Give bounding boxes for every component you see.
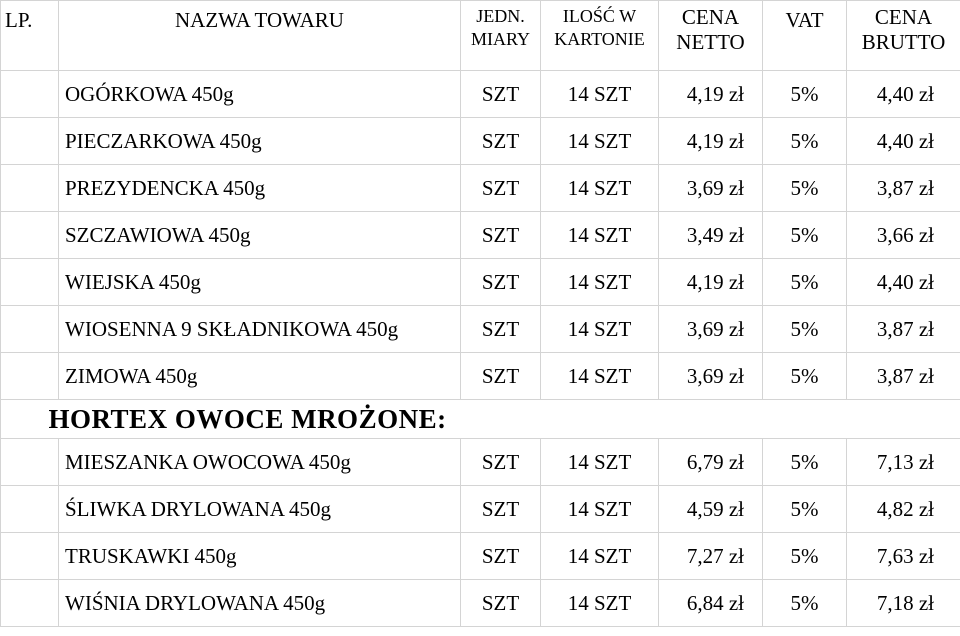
row-lp xyxy=(1,439,59,486)
net-price-cell: 3,49 zł xyxy=(659,212,763,259)
gross-price-cell: 3,66 zł xyxy=(847,212,960,259)
header-unit-line1: JEDN. xyxy=(476,6,525,26)
header-qty xyxy=(541,1,659,71)
net-price-cell: 3,69 zł xyxy=(659,165,763,212)
gross-price-cell: 4,40 zł xyxy=(847,259,960,306)
table-row xyxy=(1,580,960,627)
product-name: WIOSENNA 9 SKŁADNIKOWA 450g xyxy=(59,306,461,353)
qty-cell: 14 SZT xyxy=(541,580,659,627)
vat-cell: 5% xyxy=(763,306,847,353)
header-unit-line2: MIARY xyxy=(470,29,530,49)
qty-cell: 14 SZT xyxy=(541,118,659,165)
table-row xyxy=(1,439,960,486)
table-row xyxy=(1,212,960,259)
product-name: PIECZARKOWA 450g xyxy=(59,118,461,165)
vat-cell: 5% xyxy=(763,165,847,212)
header-net-line2: NETTO xyxy=(676,30,745,54)
header-row xyxy=(1,1,960,71)
vat-cell: 5% xyxy=(763,580,847,627)
gross-price-cell: 4,40 zł xyxy=(847,118,960,165)
net-price-cell: 4,19 zł xyxy=(659,118,763,165)
unit-cell: SZT xyxy=(461,486,541,533)
gross-price-cell: 3,87 zł xyxy=(847,353,960,400)
net-price-cell: 3,69 zł xyxy=(659,306,763,353)
qty-cell: 14 SZT xyxy=(541,71,659,118)
gross-price-cell: 7,63 zł xyxy=(847,533,960,580)
unit-cell: SZT xyxy=(461,306,541,353)
product-name: ŚLIWKA DRYLOWANA 450g xyxy=(59,486,461,533)
header-lp: LP. xyxy=(1,1,59,71)
vat-cell: 5% xyxy=(763,533,847,580)
table-row xyxy=(1,71,960,118)
row-lp xyxy=(1,165,59,212)
vat-cell: 5% xyxy=(763,212,847,259)
unit-cell: SZT xyxy=(461,533,541,580)
table-row xyxy=(1,118,960,165)
row-lp xyxy=(1,580,59,627)
row-lp xyxy=(1,486,59,533)
header-vat: VAT xyxy=(763,1,847,71)
gross-price-cell: 4,82 zł xyxy=(847,486,960,533)
gross-price-cell: 7,18 zł xyxy=(847,580,960,627)
table-row xyxy=(1,533,960,580)
product-name: PREZYDENCKA 450g xyxy=(59,165,461,212)
product-name: WIEJSKA 450g xyxy=(59,259,461,306)
vat-cell: 5% xyxy=(763,71,847,118)
unit-cell: SZT xyxy=(461,71,541,118)
qty-cell: 14 SZT xyxy=(541,353,659,400)
vat-cell: 5% xyxy=(763,486,847,533)
header-qty-line2: KARTONIE xyxy=(554,29,645,49)
qty-cell: 14 SZT xyxy=(541,306,659,353)
qty-cell: 14 SZT xyxy=(541,533,659,580)
gross-price-cell: 3,87 zł xyxy=(847,306,960,353)
row-lp xyxy=(1,533,59,580)
header-name: NAZWA TOWARU xyxy=(59,1,461,71)
qty-cell: 14 SZT xyxy=(541,439,659,486)
qty-cell: 14 SZT xyxy=(541,165,659,212)
vat-cell: 5% xyxy=(763,259,847,306)
qty-cell: 14 SZT xyxy=(541,259,659,306)
unit-cell: SZT xyxy=(461,439,541,486)
product-name: WIŚNIA DRYLOWANA 450g xyxy=(59,580,461,627)
product-name: OGÓRKOWA 450g xyxy=(59,71,461,118)
vat-cell: 5% xyxy=(763,439,847,486)
header-net-line1: CENA xyxy=(681,5,740,29)
qty-cell: 14 SZT xyxy=(541,212,659,259)
table-row xyxy=(1,486,960,533)
row-lp xyxy=(1,71,59,118)
product-name: SZCZAWIOWA 450g xyxy=(59,212,461,259)
section-title: HORTEX OWOCE MROŻONE: xyxy=(49,400,951,439)
unit-cell: SZT xyxy=(461,259,541,306)
header-gross-line1: CENA xyxy=(874,5,933,29)
unit-cell: SZT xyxy=(461,212,541,259)
net-price-cell: 4,19 zł xyxy=(659,71,763,118)
header-net xyxy=(659,1,763,71)
net-price-cell: 4,19 zł xyxy=(659,259,763,306)
header-gross-line2: BRUTTO xyxy=(861,30,946,54)
gross-price-cell: 7,13 zł xyxy=(847,439,960,486)
row-lp xyxy=(1,259,59,306)
gross-price-cell: 4,40 zł xyxy=(847,71,960,118)
net-price-cell: 6,79 zł xyxy=(659,439,763,486)
table-row xyxy=(1,306,960,353)
unit-cell: SZT xyxy=(461,165,541,212)
table-row xyxy=(1,259,960,306)
header-qty-line1: ILOŚĆ W xyxy=(562,6,637,26)
net-price-cell: 6,84 zł xyxy=(659,580,763,627)
vat-cell: 5% xyxy=(763,353,847,400)
header-gross xyxy=(847,1,960,71)
unit-cell: SZT xyxy=(461,118,541,165)
qty-cell: 14 SZT xyxy=(541,486,659,533)
product-name: ZIMOWA 450g xyxy=(59,353,461,400)
row-lp xyxy=(1,353,59,400)
gross-price-cell: 3,87 zł xyxy=(847,165,960,212)
row-lp xyxy=(1,212,59,259)
vat-cell: 5% xyxy=(763,118,847,165)
net-price-cell: 7,27 zł xyxy=(659,533,763,580)
net-price-cell: 4,59 zł xyxy=(659,486,763,533)
product-name: TRUSKAWKI 450g xyxy=(59,533,461,580)
unit-cell: SZT xyxy=(461,580,541,627)
section-row xyxy=(1,400,960,439)
net-price-cell: 3,69 zł xyxy=(659,353,763,400)
header-unit xyxy=(461,1,541,71)
table-row xyxy=(1,353,960,400)
product-name: MIESZANKA OWOCOWA 450g xyxy=(59,439,461,486)
row-lp xyxy=(1,306,59,353)
row-lp xyxy=(1,118,59,165)
table-row xyxy=(1,165,960,212)
unit-cell: SZT xyxy=(461,353,541,400)
